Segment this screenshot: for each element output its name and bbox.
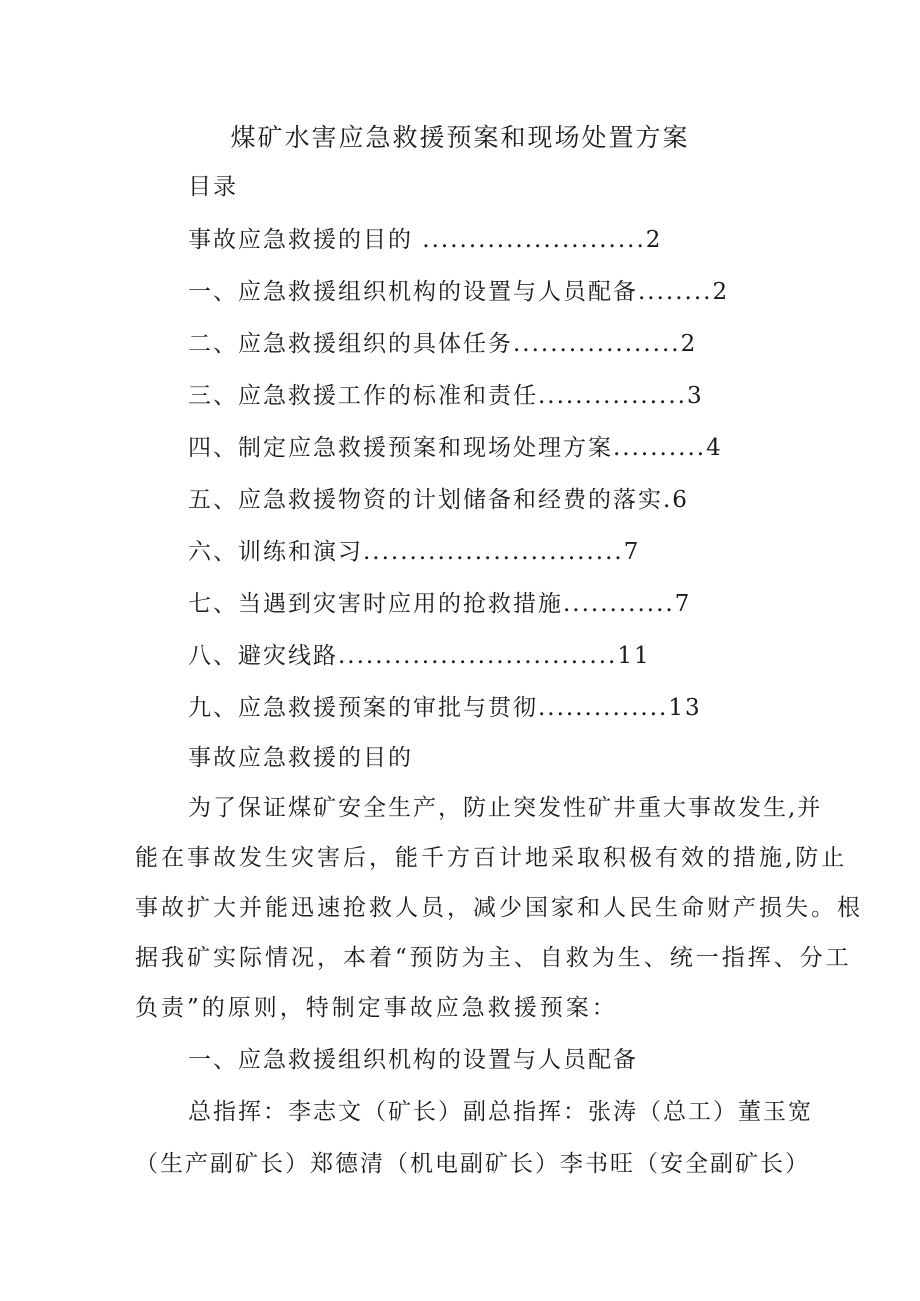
toc-entry: 事故应急救援的目的 ........................2 — [188, 227, 663, 253]
paragraph-line: 负责”的原则，特制定事故应急救援预案： — [135, 995, 618, 1021]
toc-entry: 九、应急救援预案的审批与贯彻..............13 — [188, 695, 702, 721]
paragraph-line: （生产副矿长）郑德清（机电副矿长）李书旺（安全副矿长） — [135, 1151, 810, 1177]
paragraph-line: 为了保证煤矿安全生产，防止突发性矿井重大事故发生,并 — [188, 795, 823, 821]
paragraph-line: 事故扩大并能迅速抢救人员，减少国家和人民生命财产损失。根 — [135, 895, 863, 921]
paragraph-line: 总指挥：李志文（矿长）副总指挥：张涛（总工）董玉宽 — [188, 1099, 813, 1125]
toc-entry: 二、应急救援组织的具体任务..................2 — [188, 331, 698, 357]
paragraph-line: 据我矿实际情况，本着“预防为主、自救为生、统一指挥、分工 — [135, 945, 852, 971]
toc-entry: 六、训练和演习............................7 — [188, 539, 641, 565]
toc-entry: 三、应急救援工作的标准和责任................3 — [188, 383, 704, 409]
paragraph-line: 能在事故发生灾害后，能千方百计地采取积极有效的措施,防止 — [135, 845, 848, 871]
toc-entry: 七、当遇到灾害时应用的抢救措施............7 — [188, 591, 692, 617]
toc-entry: 一、应急救援组织机构的设置与人员配备........2 — [188, 279, 730, 305]
document-title: 煤矿水害应急救援预案和现场处置方案 — [230, 123, 690, 152]
toc-heading: 目录 — [188, 174, 238, 200]
toc-entry: 四、制定应急救援预案和现场处理方案..........4 — [188, 435, 723, 461]
section-heading-one: 一、应急救援组织机构的设置与人员配备 — [188, 1047, 638, 1073]
toc-entry: 八、避灾线路..............................11 — [188, 643, 651, 669]
section-heading-purpose: 事故应急救援的目的 — [188, 745, 413, 771]
toc-entry: 五、应急救援物资的计划储备和经费的落实.6 — [188, 487, 689, 513]
